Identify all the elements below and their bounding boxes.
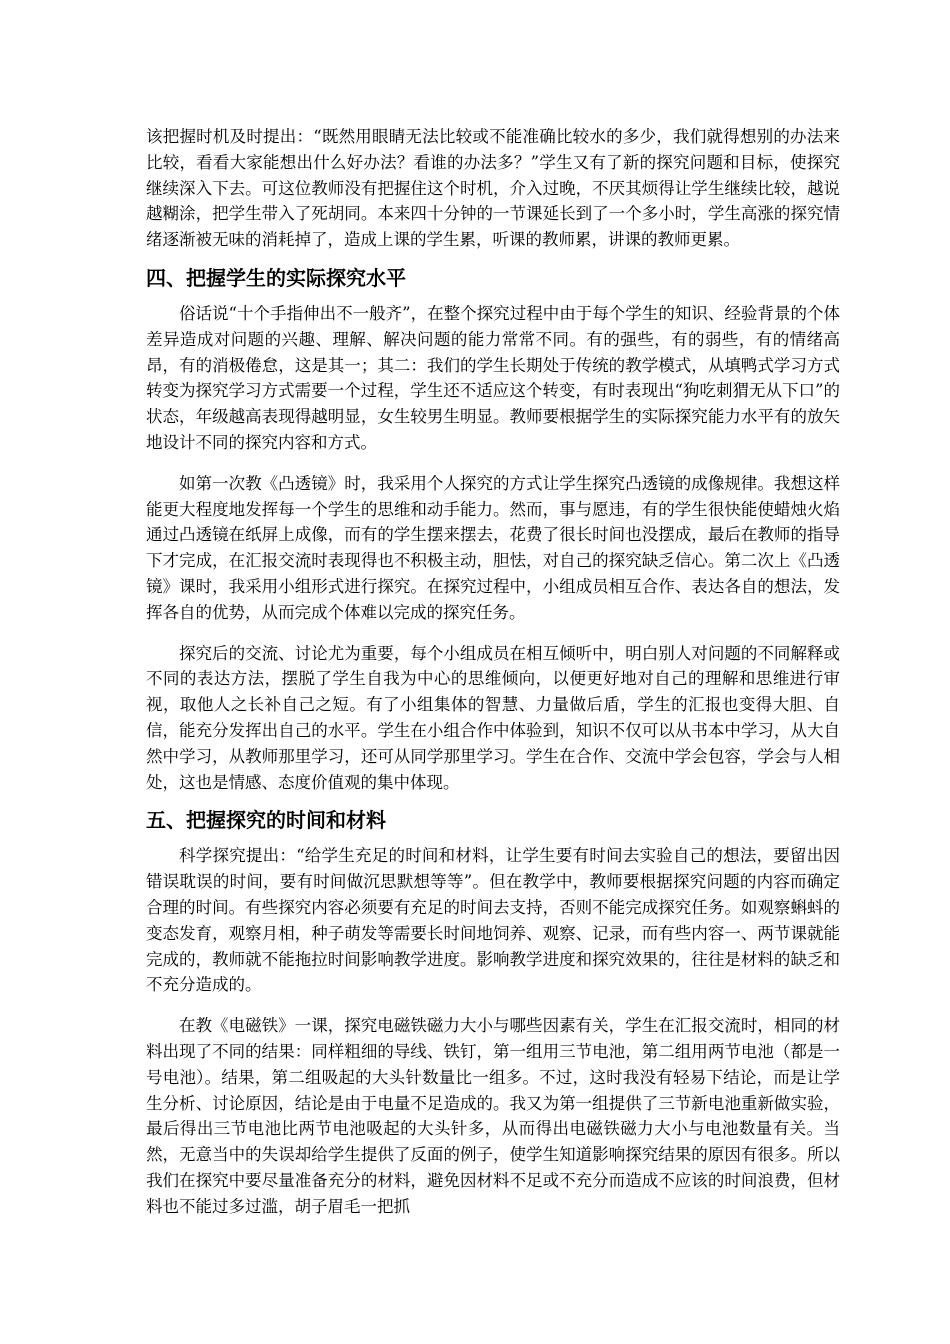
section-heading-5: 五、把握探究的时间和材料 [146, 808, 386, 833]
paragraph: 俗话说“十个手指伸出不一般齐”，在整个探究过程中由于每个学生的知识、经验背景的个体差异造成对问题的兴趣、理解、解决问题的能力常常不同。有的强些，有的弱些，有的情绪高昂，有的消极倦怠，这是其一；其二：我们的学生长期处于传统的教学模式，从填鸭式学习方式转变为探究学习方式需要一个过程，学生还不适应这个转变，有时表现出“狗吃刺猬无从下口”的状态，年级越高表现得越明显，女生较男生明显。教师要根据学生的实际探究能力水平有的放矢地设计不同的探究内容和方式。 [146, 303, 840, 452]
paragraph: 科学探究提出：“给学生充足的时间和材料，让学生要有时间去实验自己的想法，要留出因错误耽误的时间，要有时间做沉思默想等等”。但在教学中，教师要根据探究问题的内容而确定合理的时间。有些探究内容必须要有充足的时间去支持，否则不能完成探究任务。如观察蝌蚪的变态发育，观察月相，种子萌发等需要长时间地饲养、观察、记录，而有些内容一、两节课就能完成的，教师就不能拖拉时间影响教学进度。影响教学进度和探究效果的，往往是材料的缺乏和不充分造成的。 [146, 846, 840, 995]
paragraph-continued: 该把握时机及时提出：“既然用眼睛无法比较或不能准确比较水的多少，我们就得想别的办法来比较，看看大家能想出什么好办法？看谁的办法多？”学生又有了新的探究问题和目标，使探究继续深入下去。可这位教师没有把握住这个时机，介入过晚，不厌其烦得让学生继续比较，越说越糊涂，把学生带入了死胡同。本来四十分钟的一节课延长到了一个多小时，学生高涨的探究情绪逐渐被无味的消耗掉了，造成上课的学生累，听课的教师累，讲课的教师更累。 [146, 127, 840, 250]
section-heading-4: 四、把握学生的实际探究水平 [146, 265, 406, 290]
paragraph: 在教《电磁铁》一课，探究电磁铁磁力大小与哪些因素有关，学生在汇报交流时，相同的材料出现了不同的结果：同样粗细的导线、铁钉，第一组用三节电池，第二组用两节电池（都是一号电池）。结果，第二组吸起的大头针数量比一组多。不过，这时我没有轻易下结论，而是让学生分析、讨论原因，结论是由于电量不足造成的。我又为第一组提供了三节新电池重新做实验，最后得出三节电池比两节电池吸起的大头针多，从而得出电磁铁磁力大小与电池数量有关。当然，无意当中的失误却给学生提供了反面的例子，使学生知道影响探究结果的原因有很多。所以我们在探究中要尽量准备充分的材料，避免因材料不足或不充分而造成不应该的时间浪费，但材料也不能过多过滥，胡子眉毛一把抓 [146, 1016, 840, 1216]
paragraph: 探究后的交流、讨论尤为重要，每个小组成员在相互倾听中，明白别人对问题的不同解释或不同的表达方法，摆脱了学生自我为中心的思维倾向，以便更好地对自己的理解和思维进行审视，取他人之长补自己之短。有了小组集体的智慧、力量做后盾，学生的汇报也变得大胆、自信，能充分发挥出自己的水平。学生在小组合作中体验到，知识不仅可以从书本中学习，从大自然中学习，从教师那里学习，还可从同学那里学习。学生在合作、交流中学会包容，学会与人相处，这也是情感、态度价值观的集中体现。 [146, 643, 840, 792]
paragraph: 如第一次教《凸透镜》时，我采用个人探究的方式让学生探究凸透镜的成像规律。我想这样能更大程度地发挥每一个学生的思维和动手能力。然而，事与愿违，有的学生很快能使蜡烛火焰通过凸透镜在纸屏上成像，而有的学生摆来摆去，花费了很长时间也没摆成，最后在教师的指导下才完成，在汇报交流时表现得也不积极主动，胆怯，对自己的探究缺乏信心。第二次上《凸透镜》课时，我采用小组形式进行探究。在探究过程中，小组成员相互合作、表达各自的想法，发挥各自的优势，从而完成个体难以完成的探究任务。 [146, 473, 840, 622]
